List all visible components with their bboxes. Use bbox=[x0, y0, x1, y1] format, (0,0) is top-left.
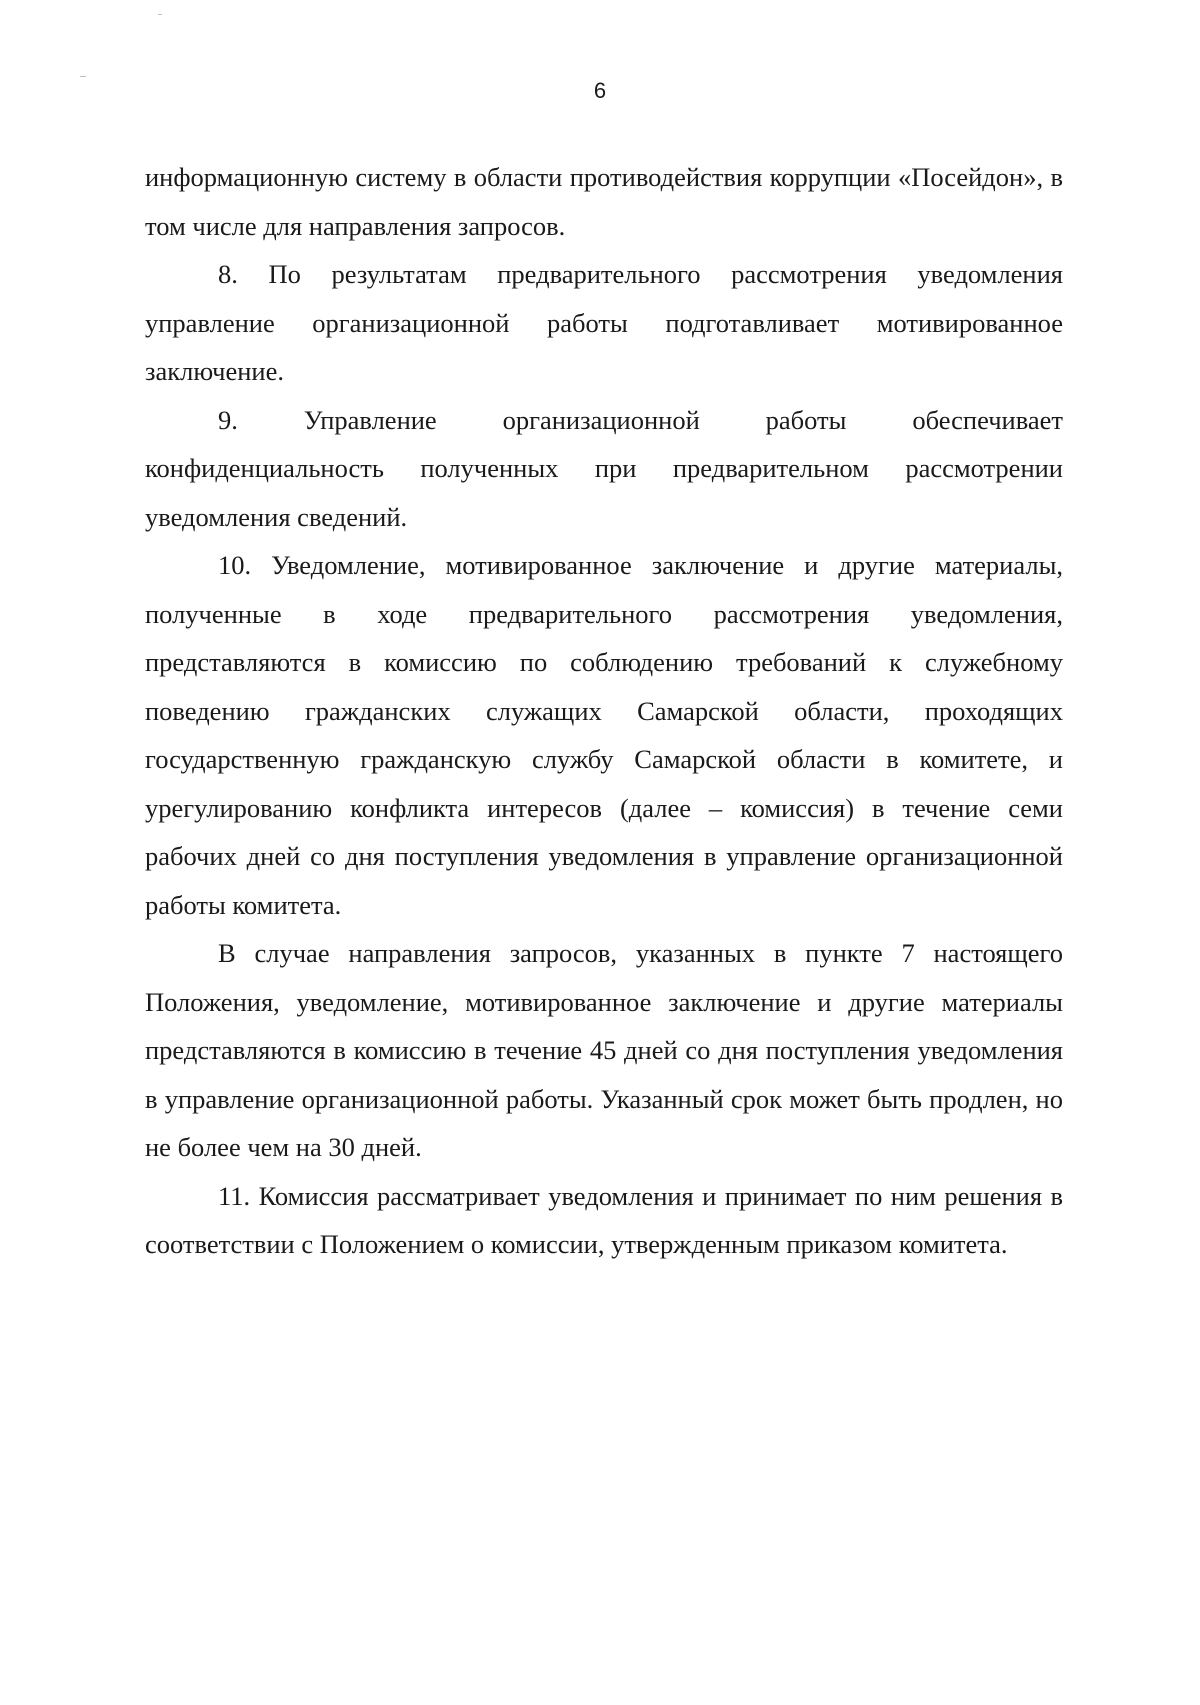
paragraph-item-9: 9. Управление организационной работы обеспечивает конфиденциальность полученных при предварительном рассмотрении уведомления сведений. bbox=[145, 404, 1063, 532]
paragraph-item-8: 8. По результатам предварительного рассмотрения уведомления управление организационной работы подготавливает мотивированное заключение. bbox=[145, 259, 1063, 386]
paragraph-continuation: информационную систему в области противодействия коррупции «Посейдон», в том числе для направления запросов. bbox=[145, 162, 1063, 241]
scan-artifact-mark bbox=[158, 14, 162, 15]
paragraph-item-10: 10. Уведомление, мотивированное заключение и другие материалы, полученные в ходе предварительного рассмотрения уведомления, представляются в комиссию по соблюдению требований к служебному поведению гражданских служащих Самарской области, проходящих государственную гражданскую службу Самарской области в комитете, и урегулированию конфликта интересов (далее – комиссия) в течение семи рабочих дней со дня поступления уведомления в управление организационной работы комитета. bbox=[145, 550, 1063, 920]
document-body bbox=[145, 153, 1063, 1269]
paragraph-item-11: 11. Комиссия рассматривает уведомления и принимает по ним решения в соответствии с Положением о комиссии, утвержденным приказом комитета. bbox=[145, 1180, 1063, 1259]
page-number: 6 bbox=[593, 78, 607, 103]
paragraph-requests-case: В случае направления запросов, указанных в пункте 7 настоящего Положения, уведомление, мотивированное заключение и другие материалы представляются в комиссию в течение 45 дней со дня поступления уведомления в управление организационной работы. Указанный срок может быть продлен, но не более чем на 30 дней. bbox=[145, 938, 1063, 1162]
scan-artifact-mark bbox=[80, 76, 86, 77]
